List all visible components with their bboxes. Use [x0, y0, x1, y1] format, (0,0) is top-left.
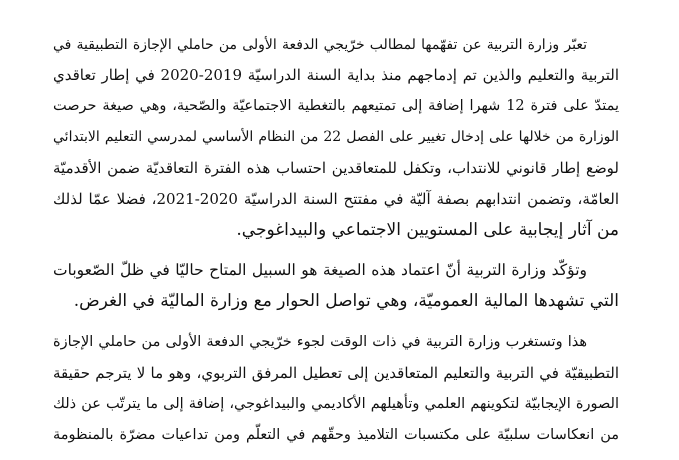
- paragraph-1-line-2: التربية والتعليم والذين تم إدماجهم منذ بداية السنة الدراسيّة 2019-2020 في إطار تعاقدي: [53, 66, 619, 84]
- paragraph-1-line-5: لوضع إطار قانوني للانتداب، وتكفل للمتعاقدين احتساب هذه الفترة التعاقديّة ضمن الأقدميّة: [53, 159, 619, 177]
- paragraph-3-line-3: الصورة الإيجابيّة لتكوينهم العلمي وتأهيلهم الأكاديمي والبيداغوجي، إضافة إلى ما يترتّب عن ذلك: [53, 396, 619, 412]
- paragraph-1-line-3: يمتدّ على فترة 12 شهرا إضافة إلى تمتيعهم بالتغطية الاجتماعيّة والصّحية، وهي صيغة حرصت: [53, 98, 619, 114]
- paragraph-1-line-7: من آثار إيجابية على المستويين الاجتماعي والبيداغوجي.: [236, 220, 619, 240]
- paragraph-3-line-2: التطبيقيّة في التربية والتعليم المتعاقدين إلى تعطيل المرفق التربوي، وهو ما لا يترجم حقيقة: [53, 364, 619, 382]
- paragraph-3-line-1: هذا وتستغرب وزارة التربية في ذات الوقت لجوء خرّيجي الدفعة الأولى من حاملي الإجازة: [53, 334, 587, 350]
- paragraph-1-line-4: الوزارة من خلالها على إدخال تغيير على الفصل 22 من النظام الأساسي لمدرسي التعليم الابتدائي: [53, 129, 619, 145]
- paragraph-2-line-1: وتؤكّد وزارة التربية أنّ اعتماد هذه الصيغة هو السبيل المتاح حاليّا في ظلّ الصّعوبات: [53, 261, 587, 279]
- paragraph-1-line-6: العامّة، وتضمن انتدابهم بصفة آليّة في مفتتح السنة الدراسيّة 2020-2021، فضلا عمّا لذلك: [53, 190, 619, 208]
- paragraph-1-line-1: تعبّر وزارة التربية عن تفهّمها لمطالب خرّيجي الدفعة الأولى من حاملي الإجازة التطبيقية في: [53, 37, 587, 53]
- paragraph-2-line-2: التي تشهدها المالية العموميّة، وهي تواصل الحوار مع وزارة الماليّة في الغرض.: [73, 291, 619, 311]
- paragraph-3-line-4: من انعكاسات سلبيّة على مكتسبات التلاميذ وحقّهم في التعلّم ومن تداعيات مضرّة بالمنظومة: [53, 427, 619, 443]
